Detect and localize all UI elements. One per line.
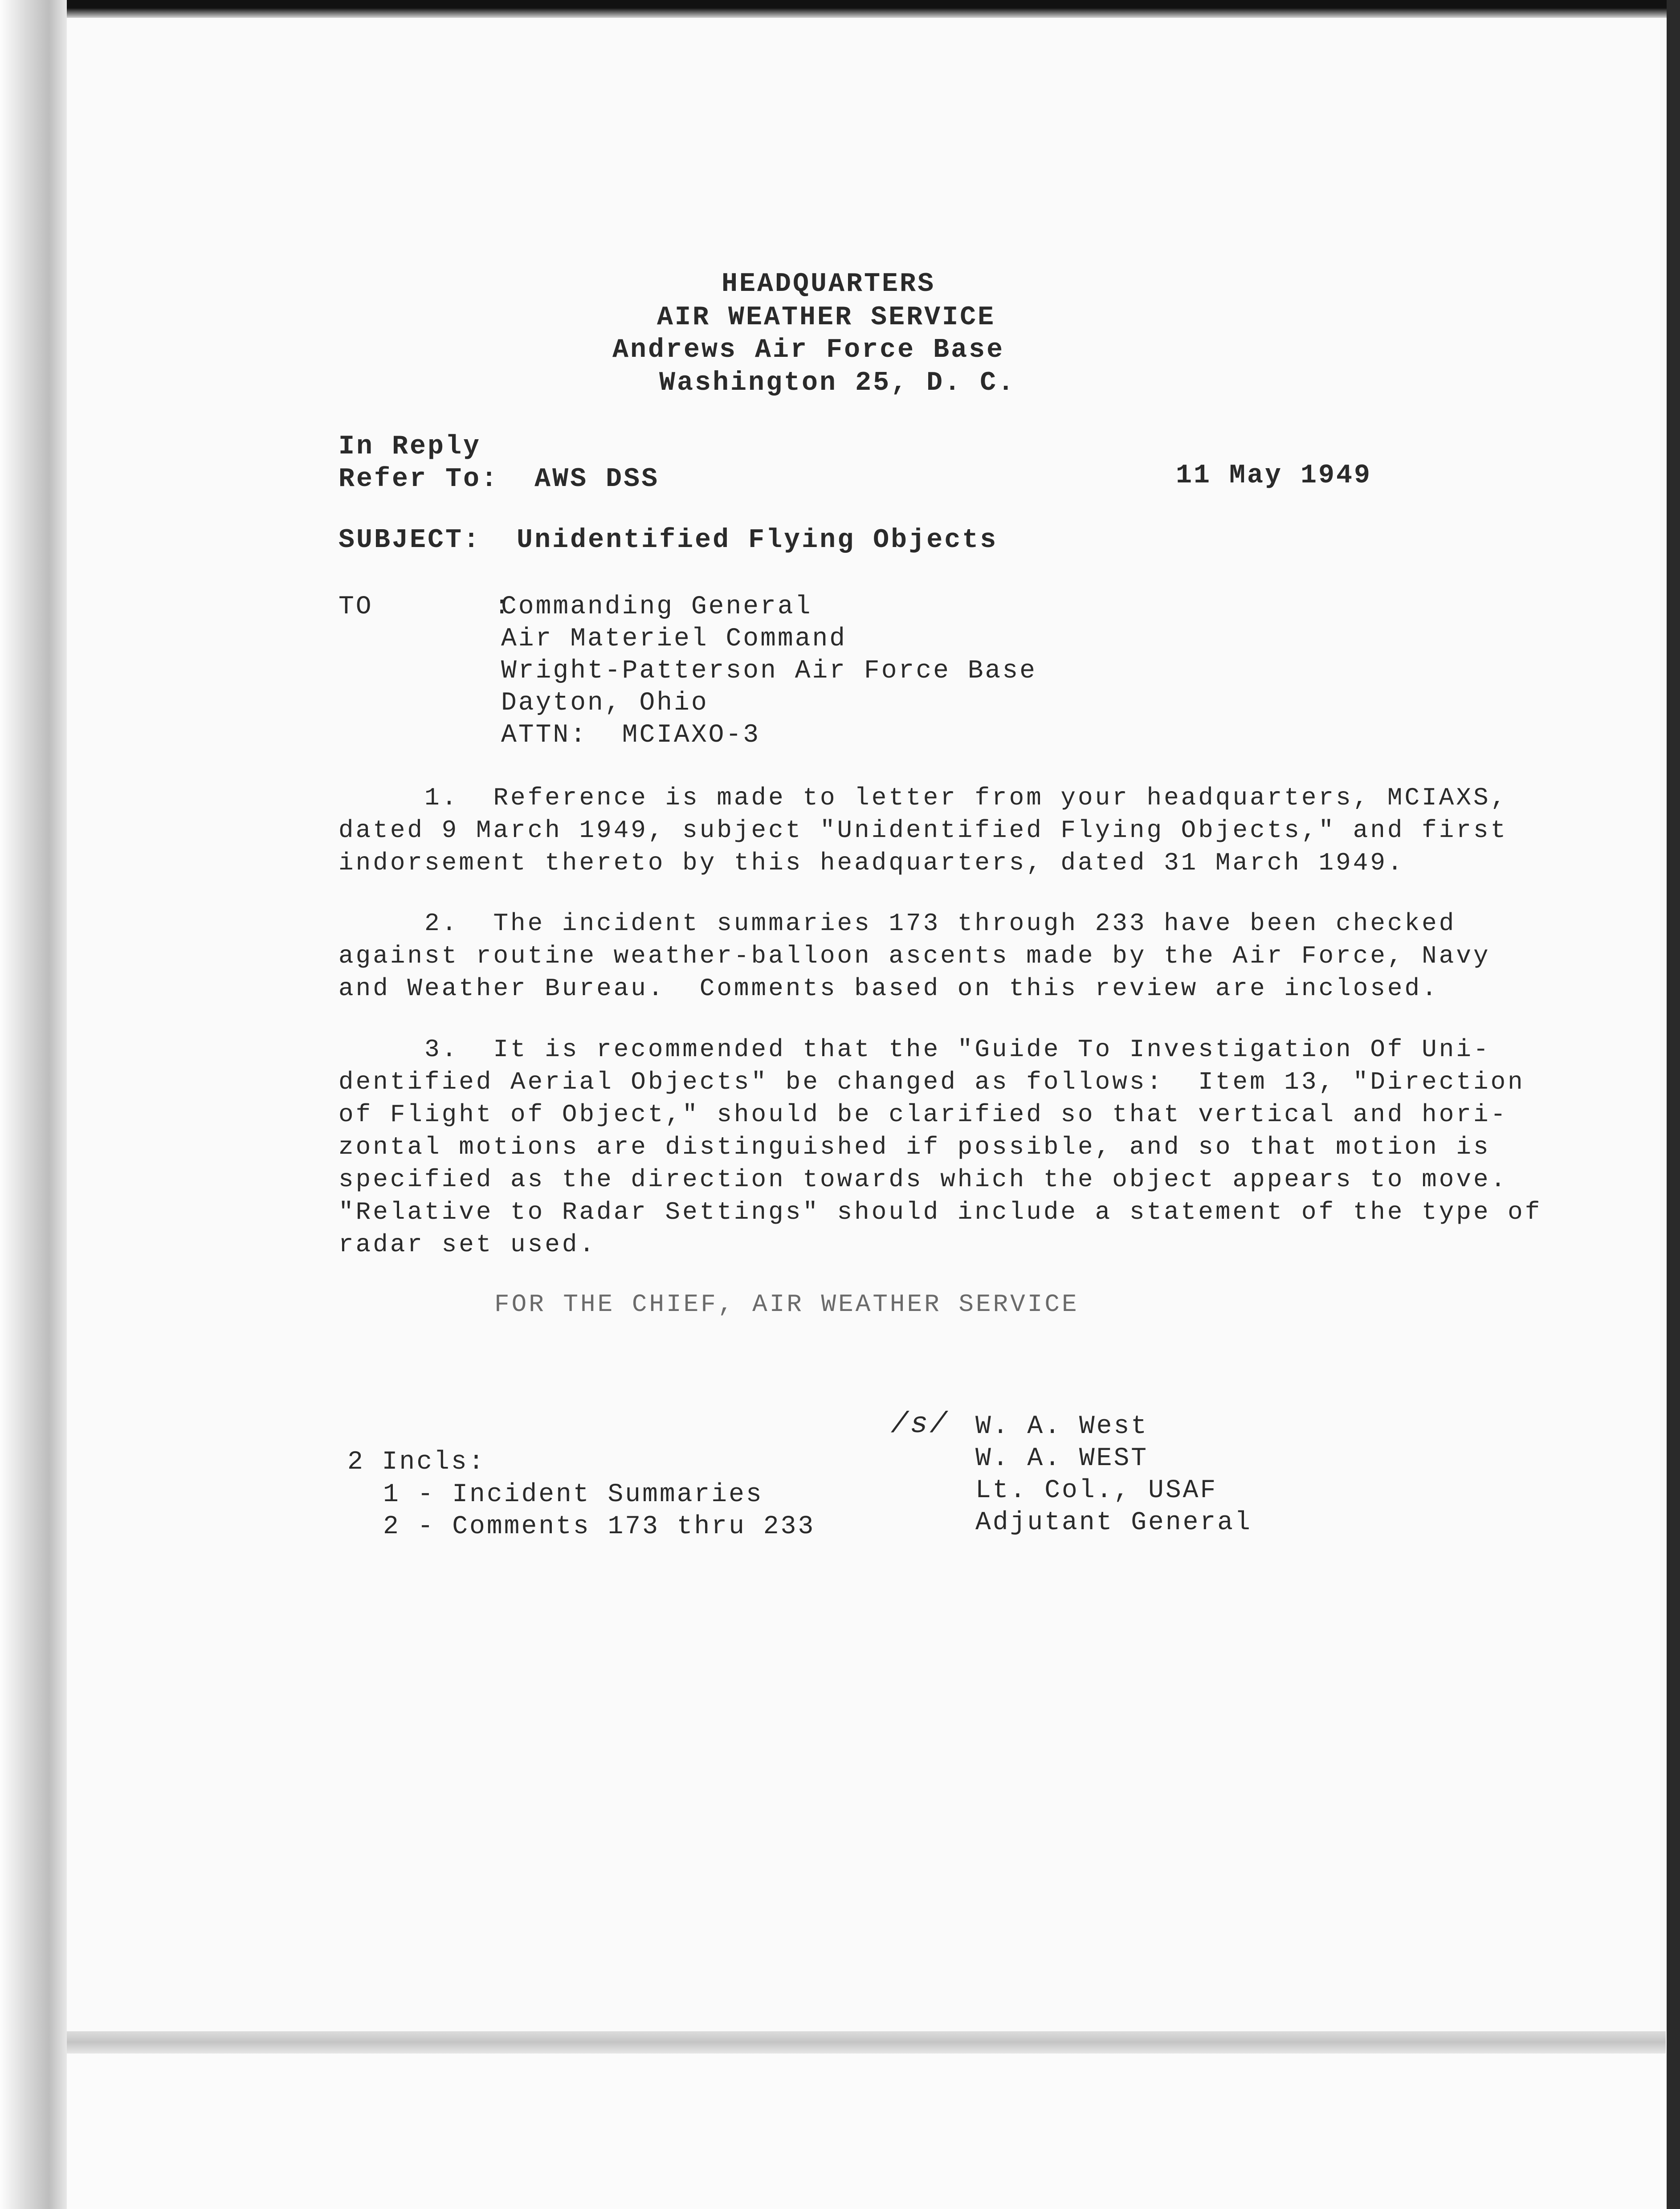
scan-border-top (0, 0, 1680, 18)
paragraph-2-line-2: against routine weather-balloon ascents made by the Air Force, Navy (338, 942, 1491, 970)
paragraph-2-line-3: and Weather Bureau. Comments based on this review are inclosed. (338, 974, 1439, 1003)
paragraph-3-line-4: zontal motions are distinguished if possible, and so that motion is (338, 1133, 1491, 1161)
signed-mark: /s/ (891, 1408, 949, 1441)
letterhead-line-1: HEADQUARTERS (722, 269, 936, 299)
to-line-2: Air Materiel Command (501, 625, 847, 653)
subject-line: SUBJECT: Unidentified Flying Objects (338, 525, 998, 555)
signature-line-2: W. A. WEST (975, 1444, 1149, 1473)
to-line-3: Wright-Patterson Air Force Base (501, 657, 1037, 686)
scan-border-right (1667, 0, 1680, 2209)
scan-border-left (0, 0, 67, 2209)
paragraph-3-line-2: dentified Aerial Objects" be changed as follows: Item 13, "Direction (338, 1068, 1525, 1096)
to-line-4: Dayton, Ohio (501, 689, 709, 718)
inclosure-item-2: 2 - Comments 173 thru 233 (383, 1512, 816, 1541)
inclosure-item-1: 1 - Incident Summaries (383, 1480, 763, 1509)
to-line-5: ATTN: MCIAXO-3 (501, 721, 761, 750)
paragraph-3-line-5: specified as the direction towards which the object appears to move. (338, 1165, 1508, 1194)
paragraph-1-line-2: dated 9 March 1949, subject "Unidentified Flying Objects," and first (338, 816, 1508, 845)
signature-line-4: Adjutant General (975, 1508, 1252, 1537)
reply-line-1: In Reply (338, 432, 481, 462)
paragraph-3-line-7: radar set used. (338, 1230, 597, 1259)
signature-line-1: W. A. West (975, 1412, 1149, 1441)
closing-line: FOR THE CHIEF, AIR WEATHER SERVICE (494, 1290, 1079, 1319)
paragraph-1-line-1: 1. Reference is made to letter from your headquarters, MCIAXS, (338, 784, 1508, 812)
to-label: TO : (338, 592, 512, 621)
signature-line-3: Lt. Col., USAF (975, 1476, 1218, 1505)
inclosures-header: 2 Incls: (347, 1448, 486, 1477)
paragraph-3-line-3: of Flight of Object," should be clarified so that vertical and hori- (338, 1100, 1508, 1129)
letterhead-line-2: AIR WEATHER SERVICE (657, 302, 996, 333)
letterhead-line-4: Washington 25, D. C. (659, 368, 1016, 398)
letter-date: 11 May 1949 (1176, 461, 1372, 491)
paragraph-2-line-1: 2. The incident summaries 173 through 233 have been checked (338, 909, 1456, 938)
letterhead-line-3: Andrews Air Force Base (612, 335, 1005, 365)
reply-line-2: Refer To: AWS DSS (338, 464, 660, 494)
paragraph-1-line-3: indorsement thereto by this headquarters, dated 31 March 1949. (338, 849, 1405, 877)
paragraph-3-line-6: "Relative to Radar Settings" should include a statement of the type of (338, 1198, 1542, 1226)
paragraph-3-line-1: 3. It is recommended that the "Guide To Investigation Of Uni- (338, 1035, 1491, 1064)
to-line-1: Commanding General (501, 592, 812, 621)
scan-border-bottom (67, 2031, 1666, 2054)
